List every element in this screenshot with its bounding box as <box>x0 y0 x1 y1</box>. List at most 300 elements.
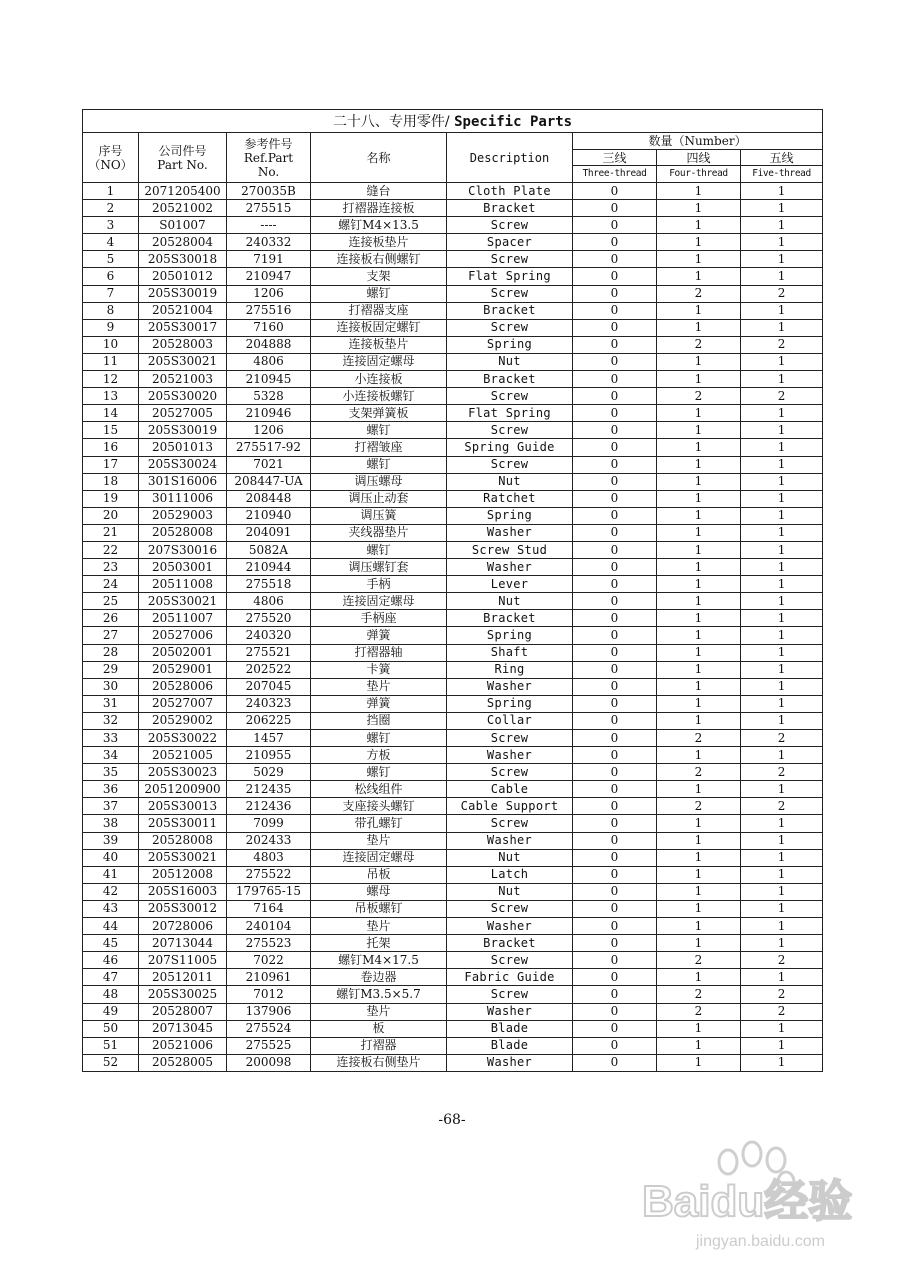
table-row <box>83 405 823 422</box>
ref-part-cell: 270035B <box>227 183 311 200</box>
table-row <box>83 627 823 644</box>
qty-three-thread-cell: 0 <box>573 593 657 610</box>
table-row <box>83 849 823 866</box>
description-cell: Ring <box>447 661 573 678</box>
ref-part-cell: 208447-UA <box>227 473 311 490</box>
qty-five-thread-cell: 1 <box>741 678 823 695</box>
table-row <box>83 695 823 712</box>
row-number-cell: 50 <box>83 1020 139 1037</box>
row-number-cell: 51 <box>83 1037 139 1054</box>
qty-five-thread-cell: 2 <box>741 986 823 1003</box>
qty-five-thread-cell: 1 <box>741 661 823 678</box>
qty-three-thread-cell: 0 <box>573 900 657 917</box>
description-cell: Screw Stud <box>447 541 573 558</box>
ref-part-cell: 4806 <box>227 353 311 370</box>
description-cell: Collar <box>447 712 573 729</box>
table-row <box>83 524 823 541</box>
qty-four-thread-cell: 2 <box>657 764 741 781</box>
ref-part-cell: 275516 <box>227 302 311 319</box>
qty-four-thread-cell: 2 <box>657 798 741 815</box>
row-number-cell: 10 <box>83 336 139 353</box>
part-name-cell: 托架 <box>311 935 447 952</box>
qty-four-thread-cell: 1 <box>657 524 741 541</box>
qty-three-thread-cell: 0 <box>573 730 657 747</box>
part-name-cell: 方板 <box>311 747 447 764</box>
table-row <box>83 507 823 524</box>
row-number-cell: 39 <box>83 832 139 849</box>
table-row <box>83 576 823 593</box>
qty-four-thread-cell: 1 <box>657 576 741 593</box>
part-name-cell: 垫片 <box>311 918 447 935</box>
part-name-cell: 垫片 <box>311 832 447 849</box>
qty-five-thread-cell: 1 <box>741 593 823 610</box>
table-row <box>83 336 823 353</box>
table-row <box>83 1054 823 1071</box>
ref-part-cell: 7164 <box>227 900 311 917</box>
description-cell: Spring <box>447 695 573 712</box>
parts-table <box>82 109 823 1072</box>
ref-part-cell: 275518 <box>227 576 311 593</box>
description-cell: Shaft <box>447 644 573 661</box>
qty-four-thread-cell: 1 <box>657 234 741 251</box>
description-cell: Screw <box>447 217 573 234</box>
table-row <box>83 422 823 439</box>
description-cell: Screw <box>447 730 573 747</box>
row-number-cell: 46 <box>83 952 139 969</box>
qty-five-thread-cell: 1 <box>741 935 823 952</box>
header-three-cn: 三线 <box>573 150 657 166</box>
page-number: -68- <box>438 1112 466 1128</box>
qty-five-thread-cell: 1 <box>741 1020 823 1037</box>
qty-five-thread-cell: 1 <box>741 456 823 473</box>
description-cell: Bracket <box>447 200 573 217</box>
qty-five-thread-cell: 1 <box>741 507 823 524</box>
part-number-cell: 205S30017 <box>139 319 227 336</box>
ref-part-cell: 275525 <box>227 1037 311 1054</box>
ref-part-cell: 210944 <box>227 559 311 576</box>
parts-table-body <box>83 183 823 1072</box>
ref-part-cell: 202433 <box>227 832 311 849</box>
qty-three-thread-cell: 0 <box>573 1054 657 1071</box>
description-cell: Spacer <box>447 234 573 251</box>
qty-three-thread-cell: 0 <box>573 388 657 405</box>
header-description: Description <box>447 133 573 183</box>
table-row <box>83 1003 823 1020</box>
header-ref-en2: No. <box>257 164 280 179</box>
row-number-cell: 23 <box>83 559 139 576</box>
qty-three-thread-cell: 0 <box>573 695 657 712</box>
description-cell: Screw <box>447 456 573 473</box>
part-name-cell: 弹簧 <box>311 695 447 712</box>
part-number-cell: 20713045 <box>139 1020 227 1037</box>
ref-part-cell: 210945 <box>227 371 311 388</box>
part-name-cell: 松线组件 <box>311 781 447 798</box>
part-number-cell: 205S16003 <box>139 883 227 900</box>
part-number-cell: 20521005 <box>139 747 227 764</box>
qty-four-thread-cell: 1 <box>657 832 741 849</box>
table-row <box>83 268 823 285</box>
table-row <box>83 747 823 764</box>
qty-five-thread-cell: 1 <box>741 918 823 935</box>
part-number-cell: 20528006 <box>139 678 227 695</box>
row-number-cell: 7 <box>83 285 139 302</box>
part-number-cell: 20511008 <box>139 576 227 593</box>
part-number-cell: 205S30024 <box>139 456 227 473</box>
ref-part-cell: 204888 <box>227 336 311 353</box>
header-seq <box>83 133 139 183</box>
header-quantity: 数量（Number） <box>573 133 823 150</box>
qty-five-thread-cell: 1 <box>741 217 823 234</box>
part-number-cell: 20521003 <box>139 371 227 388</box>
ref-part-cell: 212436 <box>227 798 311 815</box>
qty-five-thread-cell: 1 <box>741 234 823 251</box>
part-number-cell: 20527005 <box>139 405 227 422</box>
ref-part-cell: 240104 <box>227 918 311 935</box>
qty-three-thread-cell: 0 <box>573 712 657 729</box>
part-name-cell: 打褶器连接板 <box>311 200 447 217</box>
qty-five-thread-cell: 2 <box>741 764 823 781</box>
qty-three-thread-cell: 0 <box>573 422 657 439</box>
qty-five-thread-cell: 1 <box>741 302 823 319</box>
description-cell: Screw <box>447 815 573 832</box>
row-number-cell: 40 <box>83 849 139 866</box>
ref-part-cell: 210961 <box>227 969 311 986</box>
table-row <box>83 935 823 952</box>
part-name-cell: 调压簧 <box>311 507 447 524</box>
qty-four-thread-cell: 1 <box>657 456 741 473</box>
part-number-cell: 20728006 <box>139 918 227 935</box>
part-name-cell: 调压止动套 <box>311 490 447 507</box>
part-name-cell: 吊板螺钉 <box>311 900 447 917</box>
table-row <box>83 644 823 661</box>
qty-four-thread-cell: 2 <box>657 730 741 747</box>
qty-four-thread-cell: 1 <box>657 712 741 729</box>
part-name-cell: 小连接板 <box>311 371 447 388</box>
description-cell: Screw <box>447 764 573 781</box>
table-row <box>83 781 823 798</box>
part-number-cell: 205S30019 <box>139 285 227 302</box>
description-cell: Washer <box>447 1054 573 1071</box>
qty-three-thread-cell: 0 <box>573 473 657 490</box>
ref-part-cell: 5029 <box>227 764 311 781</box>
qty-five-thread-cell: 1 <box>741 405 823 422</box>
row-number-cell: 20 <box>83 507 139 524</box>
row-number-cell: 33 <box>83 730 139 747</box>
qty-three-thread-cell: 0 <box>573 1037 657 1054</box>
qty-four-thread-cell: 1 <box>657 815 741 832</box>
part-name-cell: 吊板 <box>311 866 447 883</box>
part-name-cell: 螺母 <box>311 883 447 900</box>
part-name-cell: 卷边器 <box>311 969 447 986</box>
part-number-cell: 20511007 <box>139 610 227 627</box>
qty-three-thread-cell: 0 <box>573 353 657 370</box>
description-cell: Spring <box>447 336 573 353</box>
qty-five-thread-cell: 1 <box>741 900 823 917</box>
qty-three-thread-cell: 0 <box>573 302 657 319</box>
part-number-cell: 20521006 <box>139 1037 227 1054</box>
ref-part-cell: 204091 <box>227 524 311 541</box>
qty-three-thread-cell: 0 <box>573 832 657 849</box>
part-number-cell: S01007 <box>139 217 227 234</box>
ref-part-cell: 5328 <box>227 388 311 405</box>
part-number-cell: 2071205400 <box>139 183 227 200</box>
parts-sheet <box>82 109 822 1072</box>
part-name-cell: 板 <box>311 1020 447 1037</box>
row-number-cell: 6 <box>83 268 139 285</box>
qty-three-thread-cell: 0 <box>573 678 657 695</box>
qty-five-thread-cell: 2 <box>741 388 823 405</box>
ref-part-cell: 240332 <box>227 234 311 251</box>
table-row <box>83 183 823 200</box>
part-name-cell: 支架 <box>311 268 447 285</box>
qty-five-thread-cell: 1 <box>741 712 823 729</box>
part-number-cell: 20528005 <box>139 1054 227 1071</box>
part-number-cell: 20512011 <box>139 969 227 986</box>
qty-five-thread-cell: 1 <box>741 1054 823 1071</box>
part-name-cell: 连接板固定螺钉 <box>311 319 447 336</box>
description-cell: Fabric Guide <box>447 969 573 986</box>
part-number-cell: 205S30019 <box>139 422 227 439</box>
qty-five-thread-cell: 1 <box>741 627 823 644</box>
qty-four-thread-cell: 1 <box>657 507 741 524</box>
row-number-cell: 17 <box>83 456 139 473</box>
row-number-cell: 32 <box>83 712 139 729</box>
ref-part-cell: 275515 <box>227 200 311 217</box>
qty-three-thread-cell: 0 <box>573 866 657 883</box>
qty-four-thread-cell: 1 <box>657 183 741 200</box>
qty-three-thread-cell: 0 <box>573 969 657 986</box>
qty-five-thread-cell: 1 <box>741 473 823 490</box>
qty-three-thread-cell: 0 <box>573 644 657 661</box>
part-name-cell: 带孔螺钉 <box>311 815 447 832</box>
description-cell: Nut <box>447 473 573 490</box>
qty-four-thread-cell: 1 <box>657 490 741 507</box>
part-name-cell: 螺钉 <box>311 422 447 439</box>
row-number-cell: 18 <box>83 473 139 490</box>
table-row <box>83 302 823 319</box>
row-number-cell: 2 <box>83 200 139 217</box>
qty-three-thread-cell: 0 <box>573 524 657 541</box>
part-number-cell: 205S30013 <box>139 798 227 815</box>
row-number-cell: 28 <box>83 644 139 661</box>
qty-four-thread-cell: 1 <box>657 1037 741 1054</box>
table-row <box>83 661 823 678</box>
part-name-cell: 调压螺母 <box>311 473 447 490</box>
part-name-cell: 连接板右侧垫片 <box>311 1054 447 1071</box>
ref-part-cell: 275523 <box>227 935 311 952</box>
header-four-cn: 四线 <box>657 150 741 166</box>
part-name-cell: 卡簧 <box>311 661 447 678</box>
part-number-cell: 20529002 <box>139 712 227 729</box>
row-number-cell: 49 <box>83 1003 139 1020</box>
header-part-cn: 公司件号 <box>158 143 207 158</box>
ref-part-cell: 1206 <box>227 285 311 302</box>
ref-part-cell: 4803 <box>227 849 311 866</box>
part-number-cell: 205S30011 <box>139 815 227 832</box>
header-name: 名称 <box>311 133 447 183</box>
header-part-en: Part No. <box>157 157 208 172</box>
table-row <box>83 678 823 695</box>
part-name-cell: 螺钉M4×13.5 <box>311 217 447 234</box>
qty-four-thread-cell: 2 <box>657 986 741 1003</box>
row-number-cell: 29 <box>83 661 139 678</box>
table-row <box>83 1037 823 1054</box>
part-name-cell: 调压螺钉套 <box>311 559 447 576</box>
header-four-en: Four-thread <box>657 166 741 183</box>
qty-four-thread-cell: 1 <box>657 969 741 986</box>
table-row <box>83 883 823 900</box>
part-name-cell: 打褶皱座 <box>311 439 447 456</box>
qty-three-thread-cell: 0 <box>573 781 657 798</box>
part-number-cell: 20501013 <box>139 439 227 456</box>
qty-four-thread-cell: 1 <box>657 353 741 370</box>
qty-four-thread-cell: 1 <box>657 747 741 764</box>
part-name-cell: 支架弹簧板 <box>311 405 447 422</box>
qty-four-thread-cell: 1 <box>657 866 741 883</box>
qty-four-thread-cell: 2 <box>657 1003 741 1020</box>
qty-five-thread-cell: 1 <box>741 866 823 883</box>
qty-three-thread-cell: 0 <box>573 661 657 678</box>
ref-part-cell: 1206 <box>227 422 311 439</box>
table-row <box>83 798 823 815</box>
part-number-cell: 205S30025 <box>139 986 227 1003</box>
table-row <box>83 353 823 370</box>
part-number-cell: 20527007 <box>139 695 227 712</box>
row-number-cell: 14 <box>83 405 139 422</box>
ref-part-cell: 275524 <box>227 1020 311 1037</box>
qty-three-thread-cell: 0 <box>573 935 657 952</box>
part-number-cell: 30111006 <box>139 490 227 507</box>
part-number-cell: 301S16006 <box>139 473 227 490</box>
part-number-cell: 20502001 <box>139 644 227 661</box>
row-number-cell: 5 <box>83 251 139 268</box>
qty-three-thread-cell: 0 <box>573 1020 657 1037</box>
row-number-cell: 26 <box>83 610 139 627</box>
table-row <box>83 490 823 507</box>
qty-three-thread-cell: 0 <box>573 627 657 644</box>
description-cell: Screw <box>447 285 573 302</box>
qty-four-thread-cell: 1 <box>657 610 741 627</box>
qty-three-thread-cell: 0 <box>573 234 657 251</box>
table-row <box>83 234 823 251</box>
part-number-cell: 20521002 <box>139 200 227 217</box>
ref-part-cell: 7191 <box>227 251 311 268</box>
qty-five-thread-cell: 2 <box>741 952 823 969</box>
part-number-cell: 20512008 <box>139 866 227 883</box>
description-cell: Washer <box>447 747 573 764</box>
table-row <box>83 986 823 1003</box>
qty-four-thread-cell: 1 <box>657 935 741 952</box>
description-cell: Screw <box>447 319 573 336</box>
section-title-row <box>83 110 823 133</box>
qty-three-thread-cell: 0 <box>573 815 657 832</box>
part-name-cell: 连接固定螺母 <box>311 353 447 370</box>
part-number-cell: 20528004 <box>139 234 227 251</box>
ref-part-cell: 7012 <box>227 986 311 1003</box>
qty-three-thread-cell: 0 <box>573 200 657 217</box>
ref-part-cell: 7022 <box>227 952 311 969</box>
part-name-cell: 手柄座 <box>311 610 447 627</box>
part-name-cell: 垫片 <box>311 678 447 695</box>
part-number-cell: 205S30018 <box>139 251 227 268</box>
qty-three-thread-cell: 0 <box>573 576 657 593</box>
table-row <box>83 969 823 986</box>
part-name-cell: 打褶器轴 <box>311 644 447 661</box>
ref-part-cell: 206225 <box>227 712 311 729</box>
part-name-cell: 连接板垫片 <box>311 234 447 251</box>
ref-part-cell: 200098 <box>227 1054 311 1071</box>
qty-five-thread-cell: 1 <box>741 1037 823 1054</box>
table-row <box>83 285 823 302</box>
ref-part-cell: 275517-92 <box>227 439 311 456</box>
description-cell: Spring Guide <box>447 439 573 456</box>
part-number-cell: 205S30021 <box>139 849 227 866</box>
part-name-cell: 螺钉M3.5×5.7 <box>311 986 447 1003</box>
qty-four-thread-cell: 2 <box>657 285 741 302</box>
ref-part-cell: 210946 <box>227 405 311 422</box>
qty-five-thread-cell: 1 <box>741 490 823 507</box>
table-row <box>83 900 823 917</box>
qty-five-thread-cell: 1 <box>741 183 823 200</box>
qty-four-thread-cell: 1 <box>657 217 741 234</box>
row-number-cell: 12 <box>83 371 139 388</box>
description-cell: Spring <box>447 507 573 524</box>
description-cell: Nut <box>447 353 573 370</box>
description-cell: Screw <box>447 251 573 268</box>
part-name-cell: 小连接板螺钉 <box>311 388 447 405</box>
table-row <box>83 952 823 969</box>
description-cell: Bracket <box>447 935 573 952</box>
description-cell: Nut <box>447 593 573 610</box>
qty-four-thread-cell: 1 <box>657 1054 741 1071</box>
description-cell: Nut <box>447 849 573 866</box>
qty-four-thread-cell: 2 <box>657 388 741 405</box>
section-title-cn: 二十八、专用零件/ <box>332 114 450 130</box>
qty-three-thread-cell: 0 <box>573 798 657 815</box>
row-number-cell: 35 <box>83 764 139 781</box>
qty-four-thread-cell: 1 <box>657 883 741 900</box>
qty-four-thread-cell: 1 <box>657 541 741 558</box>
row-number-cell: 16 <box>83 439 139 456</box>
description-cell: Washer <box>447 524 573 541</box>
description-cell: Washer <box>447 918 573 935</box>
qty-three-thread-cell: 0 <box>573 986 657 1003</box>
table-row <box>83 200 823 217</box>
qty-four-thread-cell: 1 <box>657 849 741 866</box>
ref-part-cell: 4806 <box>227 593 311 610</box>
part-number-cell: 20529003 <box>139 507 227 524</box>
part-name-cell: 螺钉 <box>311 764 447 781</box>
part-number-cell: 20521004 <box>139 302 227 319</box>
part-number-cell: 2051200900 <box>139 781 227 798</box>
ref-part-cell: 275520 <box>227 610 311 627</box>
qty-three-thread-cell: 0 <box>573 183 657 200</box>
qty-three-thread-cell: 0 <box>573 405 657 422</box>
ref-part-cell: 179765-15 <box>227 883 311 900</box>
qty-five-thread-cell: 1 <box>741 353 823 370</box>
qty-five-thread-cell: 1 <box>741 969 823 986</box>
qty-five-thread-cell: 1 <box>741 524 823 541</box>
qty-three-thread-cell: 0 <box>573 507 657 524</box>
baidu-jingyan-watermark <box>636 1140 876 1280</box>
part-number-cell: 20501012 <box>139 268 227 285</box>
ref-part-cell: 240320 <box>227 627 311 644</box>
part-name-cell: 螺钉 <box>311 541 447 558</box>
qty-four-thread-cell: 1 <box>657 302 741 319</box>
qty-five-thread-cell: 1 <box>741 251 823 268</box>
qty-five-thread-cell: 1 <box>741 422 823 439</box>
part-name-cell: 打褶器支座 <box>311 302 447 319</box>
